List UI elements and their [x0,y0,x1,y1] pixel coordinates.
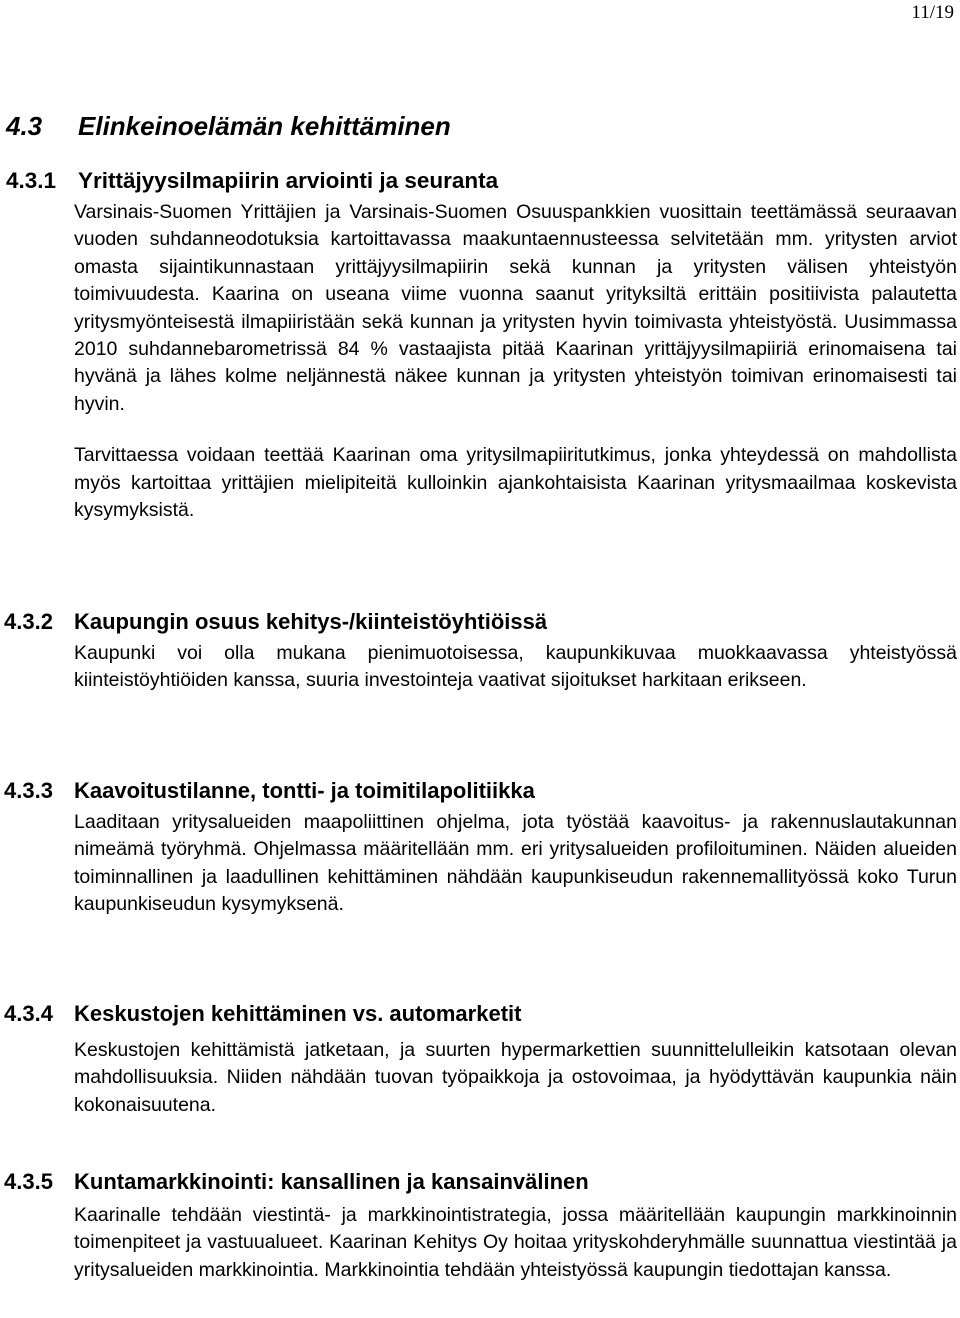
chapter-title: Elinkeinoelämän kehittäminen [78,111,451,141]
paragraph: Tarvittaessa voidaan teettää Kaarinan oma yritysilmapiiritutkimus, jonka yhteydessä on mahdollista myös kartoittaa yrittäjien mielipiteitä kulloinkin ajankohtaisista Kaarinan yritysmaailmaa koskevista kysymyksistä. [74,444,957,522]
paragraph: Keskustojen kehittämistä jatketaan, ja suurten hypermarkettien suunnittelulleikin katsotaan olevan mahdollisuuksia. Niiden nähdään tuovan työpaikkoja ja ostovoimaa, ja hyödyttävän kaupunkia näin kokonaisuutena. [74,1039,957,1116]
section-heading [0,166,960,196]
section-heading [0,999,960,1029]
section-title: Kaupungin osuus kehitys-/kiinteistöyhtiöissä [74,609,548,634]
chapter-number: 4.3 [6,111,43,141]
section-title: Yrittäjyysilmapiirin arviointi ja seuranta [78,168,499,193]
section-number: 4.3.1 [6,168,57,193]
paragraph: Varsinais-Suomen Yrittäjien ja Varsinais-Suomen Osuuspankkien vuosittain teettämässä seuraavan vuoden suhdanneodotuksia kartoittavassa maakuntaennusteessa selvitetään mm. yritysten arviot omasta sijaintikunnastaan yrittäjyysilmapiirin sekä kunnan ja yritysten välisen yhteistyön toimivuudesta. Kaarina on useana viime vuonna saanut yrityksiltä erittäin positiivista palautetta yritysmyönteisestä ilmapiiristään sekä kunnan ja yritysten hyvin toimivasta yhteistyöstä. Uusimmassa 2010 suhdannebarometrissä 84 % vastaajista pitää Kaarinan yrittäjyysilmapiiriä erinomaisena tai hyvänä ja lähes kolme neljännestä näkee kunnan ja yritysten yhteistyön toimivan erinomaisesti tai hyvin. [74,201,957,415]
paragraph: Kaupunki voi olla mukana pienimuotoisessa, kaupunkikuvaa muokkaavassa yhteistyössä kiinteistöyhtiöiden kanssa, suuria investointeja vaativat sijoitukset harkitaan erikseen. [74,642,957,692]
paragraph: Kaarinalle tehdään viestintä- ja markkinointistrategia, jossa määritellään kaupungin markkinoinnin toimenpiteet ja vastuualueet. Kaarinan Kehitys Oy hoitaa yrityskohderyhmälle suunnattua viestintää ja yritysalueiden markkinointia. Markkinointia tehdään yhteistyössä kaupungin tiedottajan kanssa. [74,1204,957,1281]
section-number: 4.3.3 [4,778,53,803]
section-heading [0,1167,960,1197]
section-number: 4.3.4 [4,1001,53,1026]
section-heading [0,776,960,806]
paragraph: Laaditaan yritysalueiden maapoliittinen ohjelma, jota työstää kaavoitus- ja rakennuslautakunnan nimeämä työryhmä. Ohjelmassa määritellään mm. eri yritysalueiden profiloituminen. Näiden alueiden toiminnallinen ja laadullinen kehittäminen nähdään kaupunkiseudun rakennemallityössä koko Turun kaupunkiseudun kysymyksenä. [74,811,957,916]
section-4-3-3 [0,776,960,919]
section-4-3-5 [0,1167,960,1284]
section-number: 4.3.5 [4,1169,53,1194]
section-title: Keskustojen kehittäminen vs. automarketit [74,1001,522,1026]
section-title: Kaavoitustilanne, tontti- ja toimitilapolitiikka [74,778,535,803]
section-heading [0,607,960,637]
section-4-3-2 [0,607,960,695]
section-4-3-4 [0,999,960,1119]
section-number: 4.3.2 [4,609,53,634]
page-number: 11/19 [911,2,954,23]
section-title: Kuntamarkkinointi: kansallinen ja kansainvälinen [74,1169,589,1194]
section-4-3-1 [0,166,960,524]
chapter-heading [6,108,451,144]
